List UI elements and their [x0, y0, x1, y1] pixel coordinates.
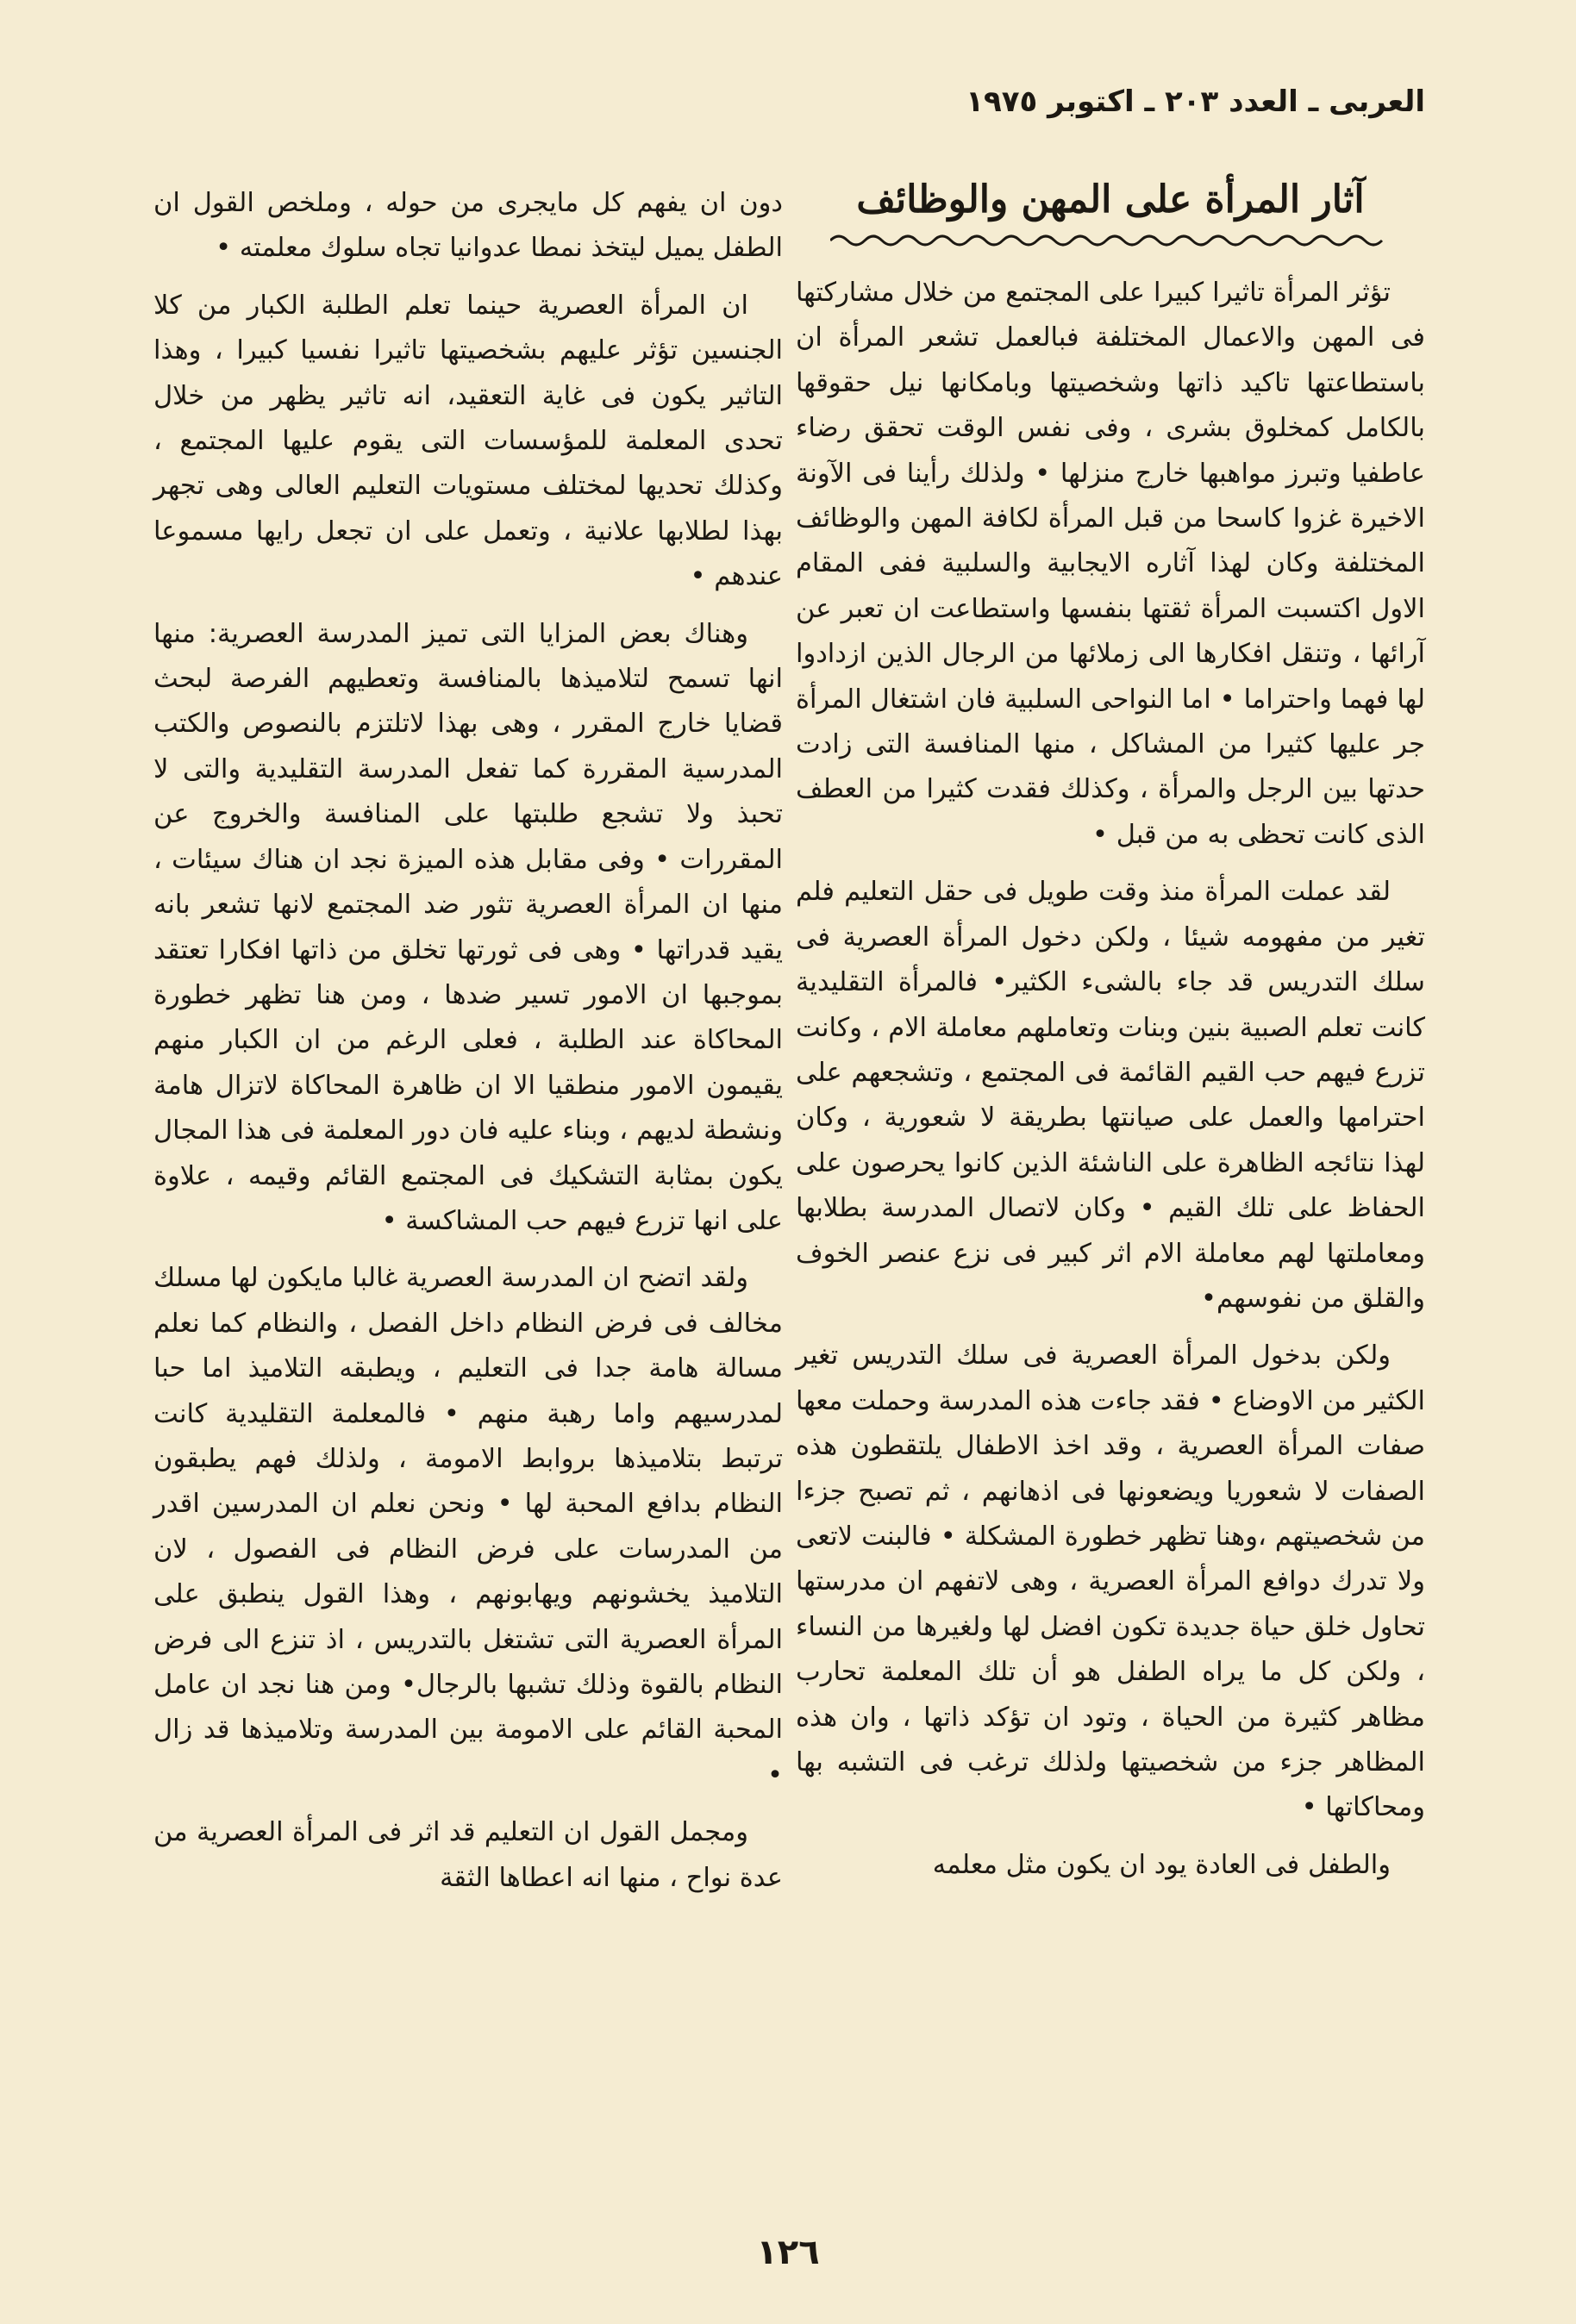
article-title: آثار المرأة على المهن والوظائف [856, 178, 1365, 222]
body-paragraph: ولكن بدخول المرأة العصرية فى سلك التدريس تغير الكثير من الاوضاع • فقد جاءت هذه المدرسة وحملت معها صفات المرأة العصرية ، وقد اخذ الاطفال يلتقطون هذه الصفات لا شعوريا ويضعونها فى اذهانهم ، ثم تصبح جزءا من شخصيتهم ،وهنا تظهر خطورة المشكلة • فالبنت لاتعى ولا تدرك دوافع المرأة العصرية ، وهى لاتفهم ان مدرستها تحاول خلق حياة جديدة تكون افضل لها ولغيرها من النساء ، ولكن كل ما يراه الطفل هو أن تلك المعلمة تحارب مظاهر كثيرة من الحياة ، وتود ان تؤكد ذاتها ، وان هذه المظاهر جزء من شخصيتها ولذلك ترغب فى التشبه بها ومحاكاتها • [796, 1340, 1425, 1823]
body-paragraph: ولقد اتضح ان المدرسة العصرية غالبا مايكون لها مسلك مخالف فى فرض النظام داخل الفصل ، والنظام كما نعلم مسالة هامة جدا فى التعليم ، ويطبقه التلاميذ اما حبا لمدرسيهم واما رهبة منهم • فالمعلمة التقليدية كانت ترتبط بتلاميذها بروابط الامومة ، ولذلك فهم يطبقون النظام بدافع المحبة لها • ونحن نعلم ان المدرسين اقدر من المدرسات على فرض النظام فى الفصول ، لان التلاميذ يخشونهم ويهابونهم ، وهذا القول ينطبق على المرأة العصرية التى تشتغل بالتدريس ، اذ تنزع الى فرض النظام بالقوة وذلك تشبها بالرجال• ومن هنا نجد ان عامل المحبة القائم على الامومة بين المدرسة وتلاميذها قد زال • [153, 1263, 783, 1790]
body-paragraph: ومجمل القول ان التعليم قد اثر فى المرأة العصرية من عدة نواح ، منها انه اعطاها الثقة [153, 1817, 783, 1893]
body-paragraph: دون ان يفهم كل مايجرى من حوله ، وملخص القول ان الطفل يميل ليتخذ نمطا عدوانيا تجاه سلوك معلمته • [153, 188, 783, 264]
body-paragraph: وهناك بعض المزايا التى تميز المدرسة العصرية: منها انها تسمح لتلاميذها بالمنافسة وتعطيهم الفرصة لبحث قضايا خارج المقرر ، وهى بهذا لاتلتزم بالنصوص والكتب المدرسية المقررة كما تفعل المدرسة التقليدية والتى لا تحبذ ولا تشجع طلبتها على المنافسة والخروج عن المقررات • وفى مقابل هذه الميزة نجد ان هناك سيئات ، منها ان المرأة العصرية تثور ضد المجتمع لانها تشعر بانه يقيد قدراتها • وهى فى ثورتها تخلق من ذاتها افكارا تعتقد بموجبها ان الامور تسير ضدها ، ومن هنا تظهر خطورة المحاكاة عند الطلبة ، فعلى الرغم من ان الكبار منهم يقيمون الامور منطقيا الا ان ظاهرة المحاكاة لاتزال هامة ونشطة لديهم ، وبناء عليه فان دور المعلمة فى هذا المجال يكون بمثابة التشكيك فى المجتمع القائم وقيمه ، علاوة على انها تزرع فيهم حب المشاكسة • [153, 618, 783, 1236]
body-paragraph: والطفل فى العادة يود ان يكون مثل معلمه [932, 1849, 1391, 1880]
body-paragraph: ان المرأة العصرية حينما تعلم الطلبة الكبار من كلا الجنسين تؤثر عليهم بشخصيتها تاثيرا نفسيا كبيرا ، وهذا التاثير يكون فى غاية التعقيد، انه تاثير يظهر من خلال تحدى المعلمة للمؤسسات التى يقوم عليها المجتمع ، وكذلك تحديها لمختلف مستويات التعليم العالى وهى تجهر بهذا لطلابها علانية ، وتعمل على ان تجعل رايها مسموعا عندهم • [153, 290, 783, 592]
left-column [153, 181, 783, 1913]
body-paragraph: لقد عملت المرأة منذ وقت طويل فى حقل التعليم فلم تغير من مفهومه شيئا ، ولكن دخول المرأة العصرية فى سلك التدريس قد جاء بالشىء الكثير• فالمرأة التقليدية كانت تعلم الصبية بنين وبنات وتعاملهم معاملة الام ، وكانت تزرع فيهم حب القيم القائمة فى المجتمع ، وتشجعهم على احترامها والعمل على صيانتها بطريقة لا شعورية ، وكان لهذا نتائجه الظاهرة على الناشئة الذين كانوا يحرصون على الحفاظ على تلك القيم • وكان لاتصال المدرسة بطلابها ومعاملتها لهم معاملة الام اثر كبير فى نزع عنصر الخوف والقلق من نفوسهم• [796, 877, 1425, 1314]
right-column [796, 164, 1425, 1900]
page-number: ١٢٦ [756, 2233, 820, 2272]
running-header: العربى ـ العدد ٢٠٣ ـ اكتوبر ١٩٧٥ [966, 84, 1425, 119]
title-underline-ornament [830, 229, 1391, 252]
body-paragraph: تؤثر المرأة تاثيرا كبيرا على المجتمع من خلال مشاركتها فى المهن والاعمال المختلفة فبالعمل تشعر المرأة ان باستطاعتها تاكيد ذاتها وشخصيتها وبامكانها نيل حقوقها بالكامل كمخلوق بشرى ، وفى نفس الوقت تحقق رضاء عاطفيا وتبرز مواهبها خارج منزلها • ولذلك رأينا فى الآونة الاخيرة غزوا كاسحا من قبل المرأة لكافة المهن والوظائف المختلفة وكان لهذا آثاره الايجابية والسلبية ففى المقام الاول اكتسبت المرأة ثقتها بنفسها واستطاعت ان تعبر عن آرائها ، وتنقل افكارها الى زملائها من الرجال الذين ازدادوا لها فهما واحتراما • اما النواحى السلبية فان اشتغال المرأة جر عليها كثيرا من المشاكل ، منها المنافسة التى زادت حدتها بين الرجل والمرأة ، وكذلك فقدت كثيرا من العطف الذى كانت تحظى به من قبل • [796, 278, 1425, 850]
